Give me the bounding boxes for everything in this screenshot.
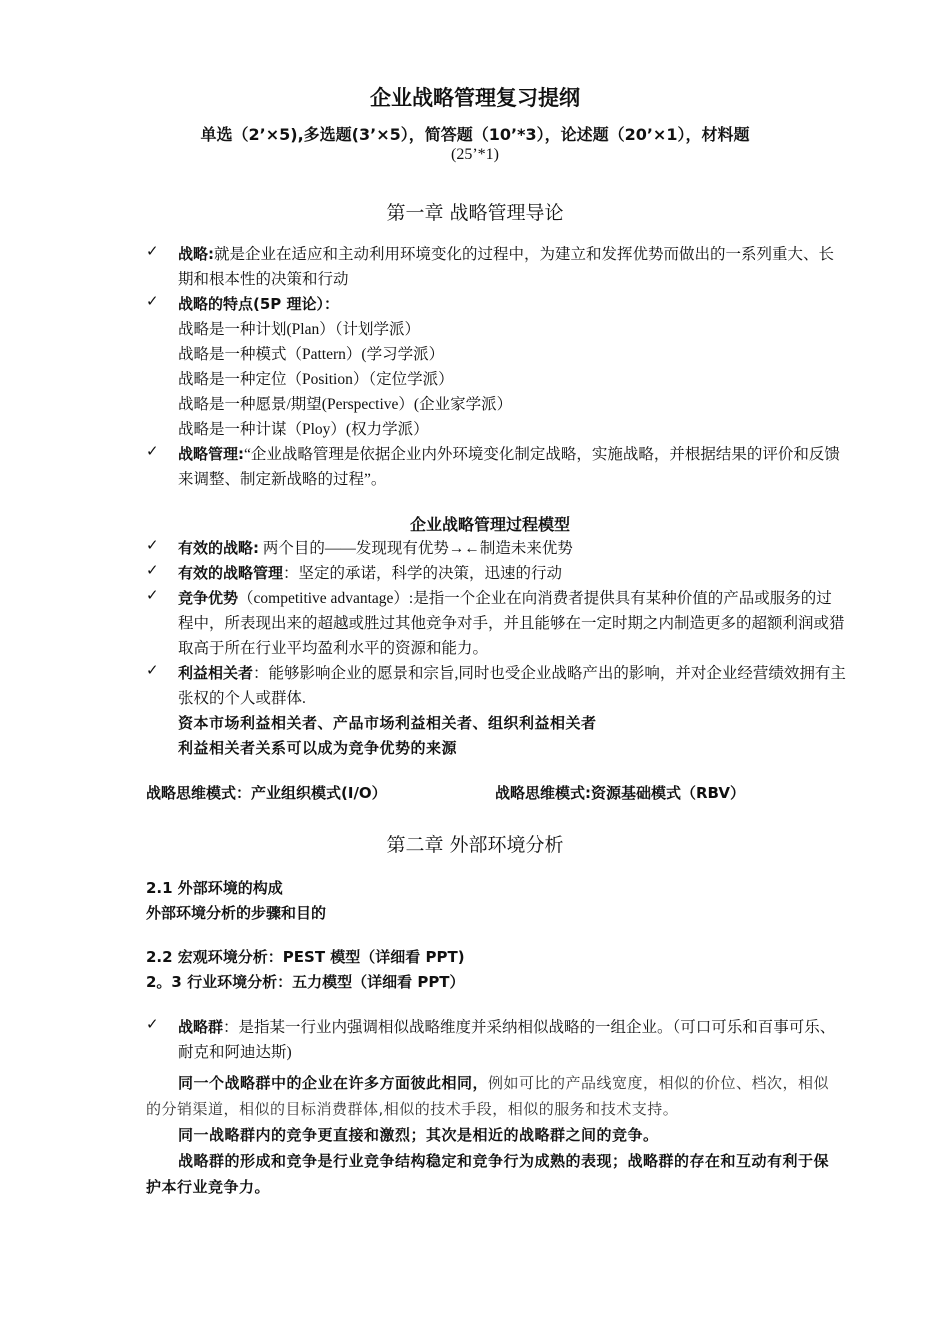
check-icon: ✓ xyxy=(146,292,159,310)
term: 有效的战略管理 xyxy=(178,564,284,582)
check-icon: ✓ xyxy=(146,1015,159,1033)
check-icon: ✓ xyxy=(146,661,159,679)
paragraph-lead: 同一个战略群中的企业在许多方面彼此相同， xyxy=(178,1074,489,1092)
definition: 两个目的——发现现有优势→←制造未来优势 xyxy=(259,540,573,557)
term: 战略管理: xyxy=(178,445,244,463)
check-icon: ✓ xyxy=(146,442,159,460)
section-2-2: 2.2 宏观环境分析：PEST 模型（详细看 PPT) xyxy=(146,948,465,966)
check-icon: ✓ xyxy=(146,561,159,579)
definition: ：是指某一行业内强调相似战略维度并采纳相似战略的一组企业。（可口可乐和百事可乐、耐克和阿迪达斯) xyxy=(178,1019,836,1061)
paragraph-body: 战略群的形成和竞争是行业竞争结构稳定和竞争行为成熟的表现；战略群的存在和互动有利于保护本行业竞争力。 xyxy=(146,1152,830,1196)
exam-format-line: 单选（2’×5),多选题(3’×5），简答题（10’*3），论述题（20’×1），材料题 xyxy=(200,125,750,144)
five-p-line: 战略是一种计划(Plan）（计划学派） xyxy=(178,321,420,338)
exam-format-line-2: (25’*1) xyxy=(451,146,499,163)
term: 战略: xyxy=(178,245,214,263)
definition: ：能够影响企业的愿景和宗旨,同时也受企业战略产出的影响，并对企业经营绩效拥有主张权的个人或群体. xyxy=(178,665,846,707)
thinking-mode-rbv: 战略思维模式:资源基础模式（RBV） xyxy=(495,784,745,802)
section-2-1-sub: 外部环境分析的步骤和目的 xyxy=(146,904,327,922)
paragraph-formation xyxy=(146,1148,836,1200)
definition: “企业战略管理是依据企业内外环境变化制定战略，实施战略，并根据结果的评价和反馈来调整、制定新战略的过程”。 xyxy=(178,446,840,488)
list-item-competitive-advantage xyxy=(146,586,846,661)
stakeholder-types: 资本市场利益相关者、产品市场利益相关者、组织利益相关者 xyxy=(178,714,597,732)
section-2-1: 2.1 外部环境的构成 xyxy=(146,879,283,897)
check-icon: ✓ xyxy=(146,536,159,554)
paragraph-group-similarity xyxy=(146,1070,836,1122)
list-item-effective-management xyxy=(146,561,846,586)
section-2-3: 2。3 行业环境分析：五力模型（详细看 PPT） xyxy=(146,973,465,991)
paragraph-competition xyxy=(146,1122,836,1148)
document-title: 企业战略管理复习提纲 xyxy=(370,87,580,110)
five-p-line: 战略是一种定位（Position）（定位学派） xyxy=(178,371,454,388)
five-p-line: 战略是一种愿景/期望(Perspective）(企业家学派） xyxy=(178,396,513,413)
five-p-line: 战略是一种计谋（Ploy）(权力学派） xyxy=(178,421,429,438)
chapter-1-heading: 第一章 战略管理导论 xyxy=(386,202,564,224)
list-item-effective-strategy xyxy=(146,536,846,561)
term: 利益相关者 xyxy=(178,664,254,682)
definition: ：坚定的承诺，科学的决策，迅速的行动 xyxy=(283,565,563,582)
thinking-mode-io: 战略思维模式：产业组织模式(I/O） xyxy=(146,784,387,802)
term: 战略群 xyxy=(178,1018,224,1036)
list-item-5p xyxy=(146,292,846,317)
paragraph-body: 同一战略群内的竞争更直接和激烈；其次是相近的战略群之间的竞争。 xyxy=(178,1126,659,1144)
list-item-stakeholders xyxy=(146,661,846,711)
list-item-strategy xyxy=(146,242,846,292)
list-item-strategic-group xyxy=(146,1015,846,1065)
definition: （competitive advantage）:是指一个企业在向消费者提供具有某种价值的产品或服务的过程中，所表现出来的超越或胜过其他竞争对手，并且能够在一定时期之内制造更多的超额利润或猎取高于所在行业平均盈利水平的资源和能力。 xyxy=(178,590,845,657)
section-heading-model: 企业战略管理过程模型 xyxy=(409,515,570,534)
term: 竞争优势 xyxy=(178,589,239,607)
chapter-2-heading: 第二章 外部环境分析 xyxy=(386,834,564,856)
five-p-line: 战略是一种模式（Pattern）(学习学派） xyxy=(178,346,445,363)
check-icon: ✓ xyxy=(146,586,159,604)
check-icon: ✓ xyxy=(146,242,159,260)
term: 有效的战略: xyxy=(178,539,259,557)
term: 战略的特点(5P 理论）： xyxy=(178,295,340,313)
stakeholder-note: 利益相关者关系可以成为竞争优势的来源 xyxy=(178,739,458,757)
definition: 就是企业在适应和主动利用环境变化的过程中，为建立和发挥优势而做出的一系列重大、长期和根本性的决策和行动 xyxy=(178,246,835,288)
paragraph-body: 例如可比的产品线宽度，相似的价位、档次，相似的分销渠道，相似的目标消费群体,相似的技术手段，相似的服务和技术支持。 xyxy=(146,1074,830,1118)
list-item-strategic-management xyxy=(146,442,846,492)
